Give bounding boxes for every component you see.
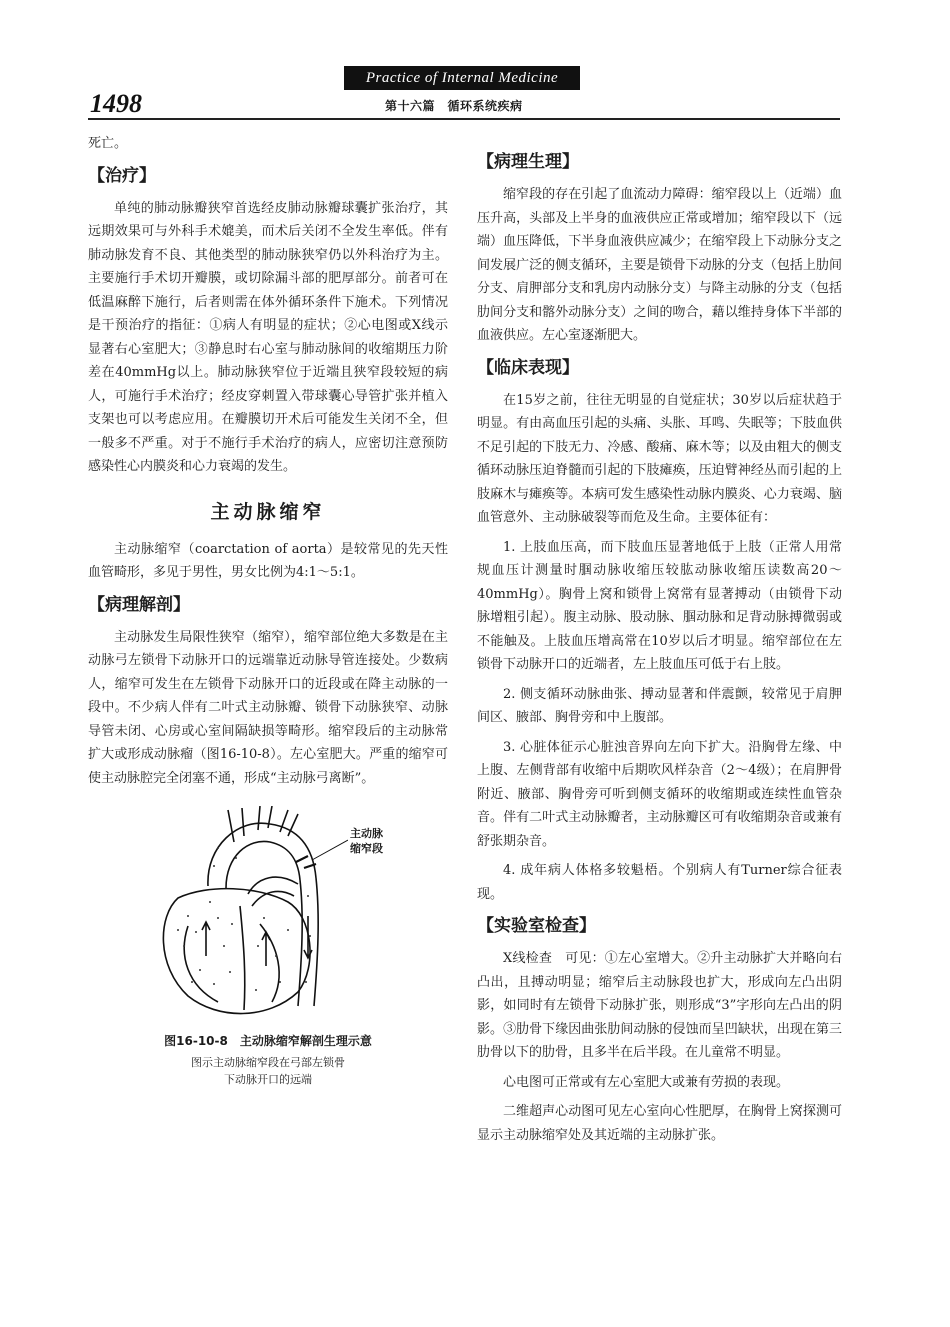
clinical-paragraph-2: 1. 上肢血压高，而下肢血压显著地低于上肢（正常人用常规血压计测量时腘动脉收缩压较肱动脉收缩压读数高20～40mmHg）。胸骨上窝和锁骨上窝常有显著搏动（由锁骨下动脉增粗引起）。腹主动脉、股动脉、腘动脉和足背动脉搏微弱或不能触及。上肢血压增高常在10岁以后才明显。缩窄部位在左锁骨下动脉开口的近端者，左上肢血压可低于右上肢。 (477, 539, 842, 672)
left-column (88, 132, 448, 1124)
journal-banner: Practice of Internal Medicine (344, 66, 580, 90)
treatment-heading: 【治疗】 (88, 165, 156, 186)
clinical-paragraph-3: 2. 侧支循环动脉曲张、搏动显著和伴震颤，较常见于肩胛间区、腋部、胸骨旁和中上腹部。 (477, 686, 842, 725)
anatomy-heading: 【病理解剖】 (88, 594, 190, 615)
lab-paragraph-1: X线检查 可见：①左心室增大。②升主动脉扩大并略向右凸出，且搏动明显；缩窄后主动脉段也扩大，形成向左凸出阴影，如同时有左锁骨下动脉扩张，则形成“3”字形向左凸出的阴影。③肋骨下缘因曲张肋间动脉的侵蚀而呈凹缺状，出现在第三肋骨以下的肋骨，且多半在后半段。在儿童常不明显。 (477, 951, 842, 1060)
lab-paragraph-2: 心电图可正常或有左心室肥大或兼有劳损的表现。 (503, 1074, 790, 1090)
anatomy-paragraph: 主动脉发生局限性狭窄（缩窄），缩窄部位绝大多数是在主动脉弓左锁骨下动脉开口的远端靠近动脉导管连接处。少数病人，缩窄可发生在左锁骨下动脉开口的近段或在降主动脉的一段中。不少病人伴有二叶式主动脉瓣、锁骨下动脉狭窄、动脉导管未闭、心房或心室间隔缺损等畸形。缩窄段后的主动脉常扩大或形成动脉瘤（图16-10-8）。左心室肥大。严重的缩窄可使主动脉腔完全闭塞不通，形成“主动脉弓离断”。 (88, 629, 448, 786)
physiology-heading: 【病理生理】 (477, 152, 579, 172)
physiology-paragraph: 缩窄段的存在引起了血流动力障碍：缩窄段以上（近端）血压升高，头部及上半身的血液供应正常或增加；缩窄段以下（远端）血压降低，下半身血液供应减少；在缩窄段上下动脉分支之间发展广泛的侧支循环，主要是锁骨下动脉的分支（包括上肋间分支、肩胛部分支和乳房内动脉分支）与降主动脉的分支（包括肋间分支和髂外动脉分支）之间的吻合，藉以维持身体下半部的血液供应。左心室逐渐肥大。 (477, 187, 842, 343)
figure-note-line2: 下动脉开口的远端 (224, 1073, 312, 1086)
figure-note-line1: 图示主动脉缩窄段在弓部左锁骨 (191, 1056, 345, 1069)
heart-figure (88, 806, 448, 1124)
figure-caption: 图16-10-8 主动脉缩窄解剖生理示意 (164, 1034, 372, 1048)
header-rule (88, 118, 840, 120)
right-column (477, 142, 842, 1153)
heart-diagram (148, 806, 348, 1022)
clinical-heading: 【临床表现】 (477, 357, 579, 378)
intro-line: 死亡。 (88, 136, 128, 151)
figure-label-line1: 主动脉 (350, 827, 383, 840)
lab-paragraph-3: 二维超声心动图可见左心室向心性肥厚，在胸骨上窝探测可显示主动脉缩窄处及其近端的主动脉扩张。 (477, 1104, 842, 1143)
clinical-paragraph-5: 4. 成年病人体格多较魁梧。个别病人有Turner综合征表现。 (477, 863, 842, 902)
figure-label-line2: 缩窄段 (350, 842, 383, 855)
part-title: 第十六篇 循环系统疾病 (385, 99, 523, 113)
clinical-paragraph-4: 3. 心脏体征示心脏浊音界向左向下扩大。沿胸骨左缘、中上腹、左侧背部有收缩中后期吹风样杂音（2～4级）；在肩胛骨附近、腋部、胸骨旁可听到侧支循环的收缩期或连续性血管杂音。伴有二叶式主动脉瓣者，主动脉瓣区可有收缩期杂音或兼有舒张期杂音。 (477, 739, 842, 849)
clinical-paragraph-1: 在15岁之前，往往无明显的自觉症状；30岁以后症状趋于明显。有由高血压引起的头痛、头胀、耳鸣、失眠等；下肢血供不足引起的下肢无力、冷感、酸痛、麻木等；以及由粗大的侧支循环动脉压迫脊髓而引起的下肢瘫痪，压迫臂神经丛而引起的上肢麻木与瘫痪等。本病可发生感染性动脉内膜炎、心力衰竭、脑血管意外、主动脉破裂等而危及生命。主要体征有： (477, 392, 842, 525)
page-number: 1498 (90, 89, 142, 118)
section-intro: 主动脉缩窄（coarctation of aorta）是较常见的先天性血管畸形，多见于男性，男女比例为4:1～5:1。 (88, 541, 448, 580)
lab-heading: 【实验室检查】 (477, 916, 596, 936)
figure-label (350, 826, 383, 856)
section-title: 主动脉缩窄 (210, 500, 326, 523)
treatment-paragraph: 单纯的肺动脉瓣狭窄首选经皮肺动脉瓣球囊扩张治疗，其远期效果可与外科手术媲美，而术后关闭不全发生率低。伴有肺动脉发育不良、其他类型的肺动脉狭窄仍以外科治疗为主。主要施行手术切开瓣膜，或切除漏斗部的肥厚部分。前者可在低温麻醉下施行，后者则需在体外循环条件下施术。下列情况是干预治疗的指征：①病人有明显的症状；②心电图或X线示显著右心室肥大；③静息时右心室与肺动脉间的收缩期压力阶差在40mmHg以上。肺动脉狭窄位于近端且狭窄段较短的病人，可施行手术治疗；经皮穿刺置入带球囊心导管扩张并植入支架也可以考虑应用。在瓣膜切开术后可能发生关闭不全，但一般多不严重。对于不施行手术治疗的病人，应密切注意预防感染性心内膜炎和心力衰竭的发生。 (88, 200, 448, 474)
